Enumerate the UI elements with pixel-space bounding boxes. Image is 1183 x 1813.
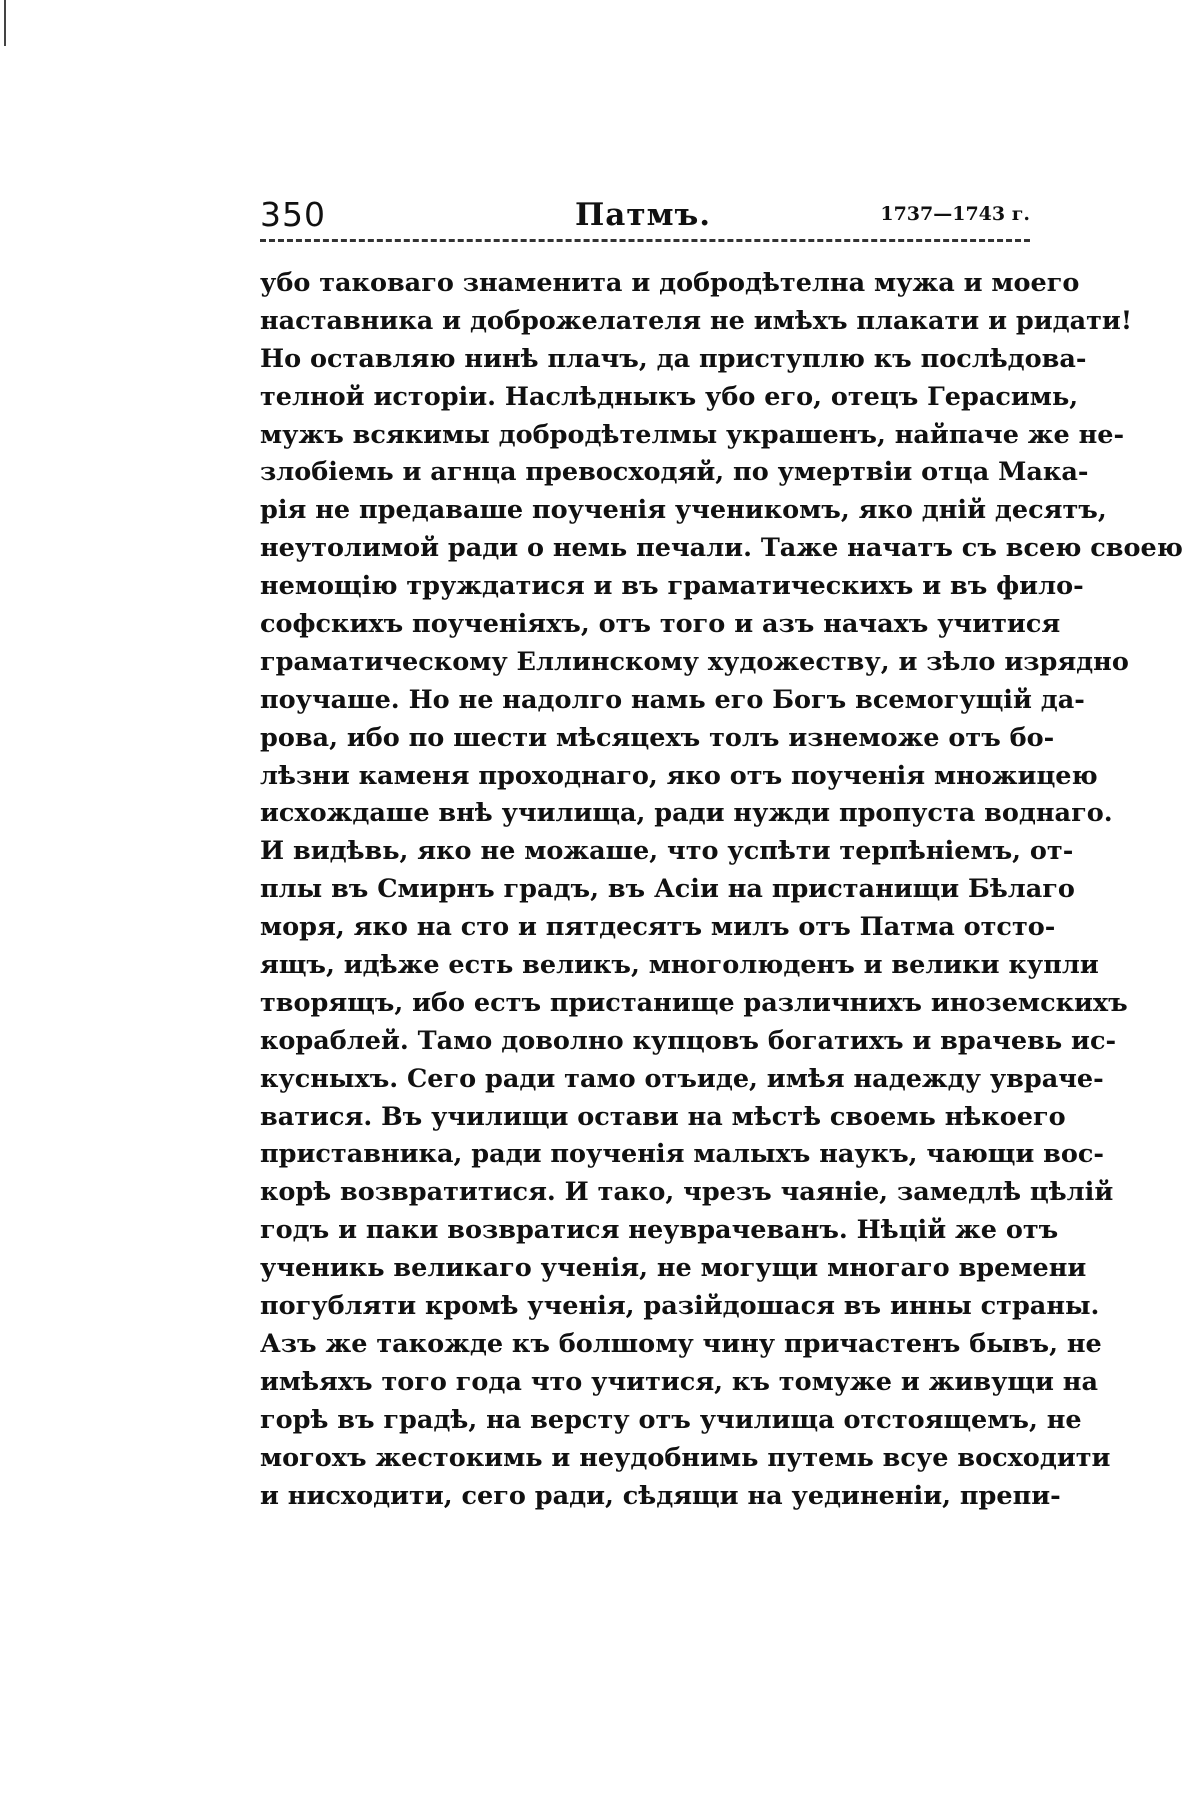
text-line: моря, яко на сто и пятдесятъ милъ отъ Патма отсто- [260,912,1056,943]
text-line: убо таковаго знаменита и добродѣтелна мужа и моего [260,268,1080,298]
text-line: имѣяхъ того года что учитися, къ томуже и живущи на [260,1366,1098,1397]
text-line: неутолимой ради о немь печали. Таже начатъ съ всею своею [260,533,1183,564]
text-line: софскихъ поученіяхъ, отъ того и азъ начахъ учитися [260,609,1061,640]
text-line: и нисходити, сего ради, сѣдящи на уединеніи, препи- [260,1480,1061,1511]
text-line: поучаше. Но не надолго намь его Богъ всемогущій да- [260,684,1085,715]
text-line: годъ и паки возвратися неуврачеванъ. Нѣцій же отъ [260,1215,1059,1246]
running-head [260,195,1030,239]
text-line: ящъ, идѣже есть великъ, многолюденъ и велики купли [260,950,1099,981]
text-line: творящъ, ибо естъ пристанище различнихъ иноземскихъ [260,987,1128,1018]
text-line: исхождаше внѣ училища, ради нужди пропуста воднаго. [260,798,1113,829]
text-line: ватися. Въ училищи остави на мѣстѣ своемь нѣкоего [260,1101,1066,1132]
text-line: приставника, ради поученія малыхъ наукъ, чающи вос- [260,1139,1104,1170]
text-line: горѣ въ градѣ, на версту отъ училища отстоящемъ, не [260,1404,1082,1435]
text-line: граматическому Еллинскому художеству, и зѣло изрядно [260,646,1129,677]
text-line: рова, ибо по шести мѣсяцехъ толъ изнеможе отъ бо- [260,722,1055,753]
text-line: погубляти кромѣ ученія, разійдошася въ инны страны. [260,1291,1100,1322]
text-line: злобіемь и агнца превосходяй, по умертвіи отца Мака- [260,457,1089,488]
text-line: Но оставляю нинѣ плачъ, да приступлю къ послѣдова- [260,343,1087,374]
text-line: плы въ Смирнъ градъ, въ Асіи на пристанищи Бѣлаго [260,874,1075,905]
text-line: немощію труждатися и въ граматическихъ и въ фило- [260,571,1084,602]
text-line: рія не предаваше поученія ученикомъ, яко дній десятъ, [260,495,1107,526]
text-line: кораблей. Тамо доволно купцовъ богатихъ и врачевь ис- [260,1025,1117,1056]
text-line: кусныхъ. Сего ради тамо отъиде, имѣя надежду увраче- [260,1063,1104,1094]
text-line: наставника и доброжелателя не имѣхъ плакати и ридати! [260,305,1133,336]
body-text [260,265,1183,1515]
text-line: Азъ же такожде къ болшому чину причастенъ бывъ, не [260,1328,1102,1359]
header-rule [260,239,1030,242]
text-line: ученикь великаго ученія, не могущи многаго времени [260,1253,1087,1284]
page-number: 350 [260,195,326,234]
text-line: могохъ жестокимь и неудобнимь путемь всуе восходити [260,1442,1111,1473]
text-line: лѣзни каменя проходнаго, яко отъ поученія множицею [260,760,1098,791]
scan-edge-mark [4,0,6,46]
book-page [260,195,1183,1515]
section-title: Патмъ. [575,197,712,233]
text-line: корѣ возвратитися. И тако, чрезъ чаяніе, замедлѣ цѣлій [260,1177,1114,1208]
text-line: телной исторіи. Наслѣдныкъ убо его, отецъ Герасимь, [260,381,1079,412]
text-line: И видѣвь, яко не можаше, что успѣти терпѣніемъ, от- [260,836,1074,867]
date-range: 1737—1743 г. [880,203,1030,225]
text-line: мужъ всякимы добродѣтелмы украшенъ, найпаче же не- [260,419,1125,450]
